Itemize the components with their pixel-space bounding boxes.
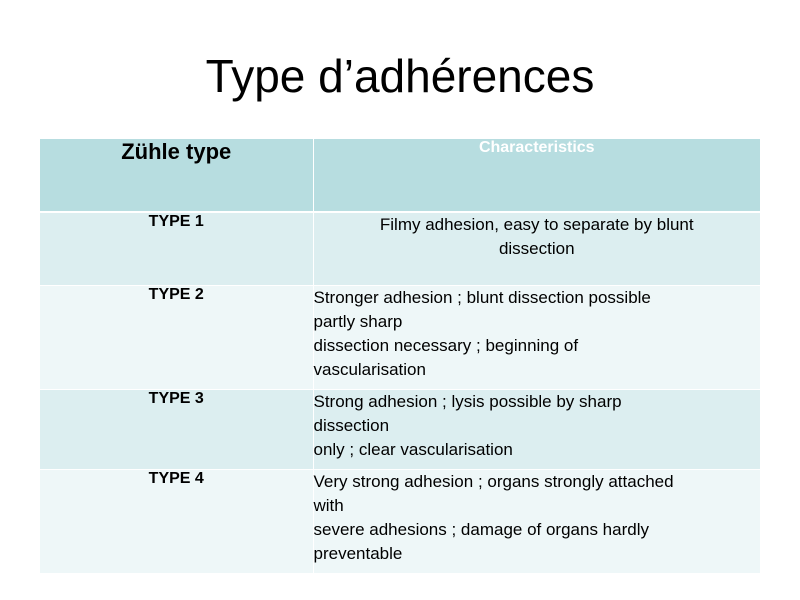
type-cell: TYPE 1 — [40, 212, 313, 285]
characteristics-line: with — [313, 495, 344, 515]
type-cell: TYPE 2 — [40, 285, 313, 389]
type-cell: TYPE 4 — [40, 469, 313, 573]
characteristics-cell — [313, 469, 760, 573]
characteristics-line: only ; clear vascularisation — [313, 439, 513, 459]
table-header-row — [40, 139, 760, 212]
table-row — [40, 285, 760, 389]
table-row — [40, 212, 760, 285]
characteristics-line: vascularisation — [313, 359, 426, 379]
table-row — [40, 469, 760, 573]
type-cell: TYPE 3 — [40, 389, 313, 469]
table-row — [40, 389, 760, 469]
characteristics-line: preventable — [313, 543, 403, 563]
header-zuhle-type: Zühle type — [40, 139, 313, 212]
characteristics-line: Strong adhesion ; lysis possible by sharp — [313, 391, 622, 411]
characteristics-cell — [313, 212, 760, 285]
characteristics-line: Stronger adhesion ; blunt dissection possible — [313, 287, 651, 307]
characteristics-line: dissection — [498, 239, 575, 258]
characteristics-cell — [313, 389, 760, 469]
characteristics-cell — [313, 285, 760, 389]
characteristics-line: dissection necessary ; beginning of — [313, 335, 579, 355]
slide-title: Type d’adhérences — [205, 50, 595, 102]
characteristics-line: Very strong adhesion ; organs strongly attached — [313, 471, 674, 491]
adhesion-types-table — [40, 139, 760, 574]
characteristics-line: severe adhesions ; damage of organs hardly — [313, 519, 649, 539]
characteristics-line: dissection — [313, 415, 390, 435]
characteristics-line: Filmy adhesion, easy to separate by blunt — [379, 215, 694, 234]
header-characteristics: Characteristics — [313, 139, 760, 212]
characteristics-line: partly sharp — [313, 311, 403, 331]
